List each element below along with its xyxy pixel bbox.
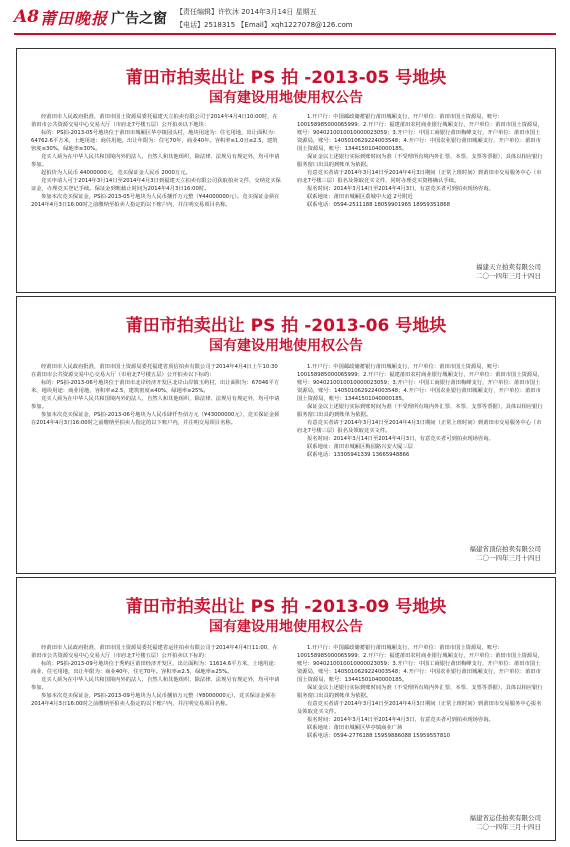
- notice-subtitle: 国有建设用地使用权公告: [209, 619, 363, 635]
- paragraph: 保证金以上述银行实际到账时间为准（不受理所有境内外汇票、本票、支票等票据），具体以相应银行服务窗口出具的到帐单为依据。: [297, 154, 543, 168]
- paragraph: 联系地址：莆田市城厢区荔城中大道 2号附近: [307, 194, 413, 200]
- notice-title: 莆田市拍卖出让 PS 拍 -2013-05 号地块: [125, 68, 447, 88]
- contact-line: 【电话】2518315 【Email】xqh1227078@126.com: [176, 21, 353, 29]
- paragraph: 竞买人须为在中华人民共和国境内外的法人、自然人和其他组织，除法律、法规另有规定外，均可申请参加。: [31, 677, 280, 691]
- paragraph: 标的：PS拍-2013-06号地块位于莆田市北岸经济开发区北岸山岸镇玉屿村，出让面积为：67046平方米，地块用途：商业用地，容积率≤2.5，建筑密度≤40%，绿地率≥25%。: [31, 380, 280, 394]
- header-rule: [14, 33, 556, 35]
- issue-date: 二〇一四年三月十四日: [476, 554, 541, 562]
- paragraph: 起拍价为人民币 44000000元，竞买保证金人民币 2000万元。: [41, 170, 191, 176]
- notice-signature: [341, 263, 541, 281]
- paragraph: 经莆田市人民政府批准，莆田市国土资源局委托福建天立拍卖有限公司于2014年4月4日10:00时，在莆田市公共资源交易中心交易大厅（市府北7号楼五层）公开拍卖以下地块：: [31, 114, 278, 128]
- paragraph: 1.开户行：中国邮政储蓄银行莆田城厢支行，开户单位：莆田市国土资源局，账号：100158985000065999；2.开户行：福建莆田农村商业银行城厢支行，开户单位：莆田市国土资源局，账号：9040210010010000023059；3.开户行：中国工商银行莆田梅峰支行，开户单位：莆田市国土资源局，账号：1405010629224003548；4.开户行：中国农业银行莆田城厢支行，开户单位：莆田市国土资源局，账号：13441501040000185。: [297, 645, 543, 683]
- issuer-name: 福建省顶信拍卖有限公司: [469, 545, 541, 553]
- notice-signature: [341, 814, 541, 832]
- paragraph: 联系地址：莆田市城厢区华亭镇商业广场: [307, 725, 403, 731]
- notice-right-column: [297, 363, 543, 459]
- paragraph: 参加本次竞买保证金，PS拍-2013-09号地块为人民币捌佰万元整（¥8000000元），竞买保证金须在2014年4月3日16:00时之前缴纳至拍卖人指定的以下账户内，并注明交易项目名称。: [31, 693, 277, 707]
- paragraph: 竞买人须为在中华人民共和国境内外的法人、自然人和其他组织，除法律、法规另有规定外，均可申请参加。: [31, 396, 280, 410]
- paragraph: 报名时间：2014年3月14日至2014年4月3日，有意竞买者可到拍卖现场咨询。: [307, 186, 494, 192]
- issue-date: 二〇一四年三月十四日: [476, 823, 541, 831]
- page-header: [0, 0, 570, 40]
- notice-left-column: [31, 363, 281, 427]
- paragraph: 竞买人须为在中华人民共和国境内外的法人、自然人和其他组织，除法律、法规另有规定外，均可申请参加。: [31, 154, 280, 168]
- paragraph: 保证金以上述银行实际到账时间为准（不受理所有境内外汇票、本票、支票等票据），具体以相应银行服务窗口出具的到帐单为依据。: [297, 685, 543, 699]
- section-title: 广告之窗: [111, 11, 167, 27]
- notice-left-column: [31, 113, 281, 209]
- paragraph: 标的：PS拍-2013-09号地块位于秀屿区莆田经济开发区，出让面积为：11614.6平方米，土地用途：商业、住宅用地，出让年限为：商业40年，住宅70年。容积率≤2.5，绿地率≥25%。: [31, 661, 279, 675]
- paragraph: 联系地址：莆田市城厢区梅园路兴安大厦三层: [307, 444, 413, 450]
- paragraph: 有意竞买者请于2014年3月14日至2014年4月3日期间（正常上班时间）到莆田市交易服务中心（市府北7号楼三层）报名及领取竞买文件。: [297, 420, 542, 434]
- editor-line: 【责任编辑】许钦沐 2014年3月14日 星期五: [176, 8, 317, 16]
- paragraph: 联系电话：13305941339 13665948866: [307, 452, 410, 458]
- paragraph: 1.开户行：中国邮政储蓄银行莆田城厢支行，开户单位：莆田市国土资源局，账号：100158985000065999；2.开户行：福建莆田农村商业银行城厢支行，开户单位：莆田市国土资源局，账号：9040210010010000023059；3.开户行：中国工商银行莆田梅峰支行，开户单位：莆田市国土资源局，账号：1405010629224003548；4.开户行：中国农业银行莆田城厢支行，开户单位：莆田市国土资源局，账号：13441501040000185。: [297, 364, 543, 402]
- issuer-name: 福建天立拍卖有限公司: [476, 263, 541, 271]
- notice-box-2: [16, 296, 556, 574]
- notice-right-column: [297, 113, 543, 209]
- paragraph: 联系电话：0594-2776188 15959886088 15959557810: [307, 733, 450, 739]
- paragraph: 经莆田市人民政府批准，莆田市国土资源局委托福建省运佳拍卖有限公司于2014年4月4日11:00，在莆田市公共资源交易中心交易大厅（市府北7号楼五层）公开拍卖以下标的：: [31, 645, 278, 659]
- notice-signature: [341, 545, 541, 563]
- paragraph: 有意竞买者请于2014年3月14日至2014年4月3日期间（正常上班时间）到莆田市交易服务中心（市府北7号楼三层）报名及领取竞买文件，同时办理竞买资格确认手续。: [297, 170, 542, 184]
- paragraph: 报名时间：2014年3月14日至2014年4月3日，有意竞买者可到拍卖现场咨询。: [307, 717, 494, 723]
- notice-box-3: [16, 577, 556, 841]
- newspaper-logo: 莆田晚报: [40, 9, 109, 28]
- notice-box-1: [16, 48, 556, 293]
- issue-date: 二〇一四年三月十四日: [476, 272, 541, 280]
- paragraph: 参加本次竞买保证金，PS拍-2013-06号地块为人民币肆仟叁佰万元（¥43000000元），竞买保证金须在2014年4月3日16:00时之前缴纳至拍卖人指定的以下账户内，并注明交易项目名称。: [31, 412, 280, 426]
- paragraph: 参加本次竞买保证金，PS拍-2013-05号地块为人民币捌仟万元整（¥44000000元）。竞买保证金须在2014年4月3日16:00时之前缴纳至拍卖人指定的以下账户内，并注明交易项目名称。: [31, 194, 280, 208]
- page-number: A8: [14, 7, 40, 27]
- issuer-name: 福建省运佳拍卖有限公司: [469, 814, 541, 822]
- notice-right-column: [297, 644, 543, 740]
- paragraph: 保证金以上述银行实际到账时间为准（不受理所有境内外汇票、本票、支票等票据），具体以相应银行服务窗口出具的到帐单为依据。: [297, 404, 543, 418]
- paragraph: 报名时间：2014年3月14日至2014年4月3日，有意竞买者可到拍卖现场咨询。: [307, 436, 494, 442]
- paragraph: 联系电话：0594-2511188 18059901965 18959351868: [307, 202, 450, 208]
- paragraph: 经莆田市人民政府批准，莆田市国土资源局委托福建省顶信拍卖有限公司于2014年4月4日上午10:30在莆田市公共资源交易中心交易大厅（市府北7号楼五层）公开拍卖以下标的：: [31, 364, 278, 378]
- notice-title: 莆田市拍卖出让 PS 拍 -2013-09 号地块: [125, 597, 447, 617]
- notice-subtitle: 国有建设用地使用权公告: [209, 338, 363, 354]
- notice-subtitle: 国有建设用地使用权公告: [209, 90, 363, 106]
- paragraph: 标的：PS拍-2013-05号地块位于莆田市城厢区华亭镇园头村，地块用途为：住宅用地，出让面积为：64762.6平方米，土地用途：商住用地，出让年限为：住宅70年，商业40年。容积率≥1.0且≤2.5，建筑密度≤30%，绿地率≥30%。: [31, 130, 279, 152]
- paragraph: 竞买申请人可于2014年3月14日至2014年4月3日到福建天立拍卖有限公司获取拍卖文件，交纳竞买保证金，办理竞买登记手续。保证金到账截止时间为2014年4月3日16:00时。: [31, 178, 281, 192]
- paragraph: 1.开户行：中国邮政储蓄银行莆田城厢支行，开户单位：莆田市国土资源局，账号：100158985000065999；2.开户行：福建莆田农村商业银行城厢支行，开户单位：莆田市国土资源局，账号：9040210010010000023059；3.开户行：中国工商银行莆田梅峰支行，开户单位：莆田市国土资源局，账号：1405010629224003548；4.开户行：中国农业银行莆田城厢支行，开户单位：莆田市国土资源局，账号：13441501040000185。: [297, 114, 543, 152]
- notice-title: 莆田市拍卖出让 PS 拍 -2013-06 号地块: [125, 316, 447, 336]
- paragraph: 有意竞买者请于2014年3月14日至2014年4月3日期间（正常上班时间）到莆田市交易服务中心报名及领取竞买文件。: [297, 701, 542, 715]
- notice-left-column: [31, 644, 281, 708]
